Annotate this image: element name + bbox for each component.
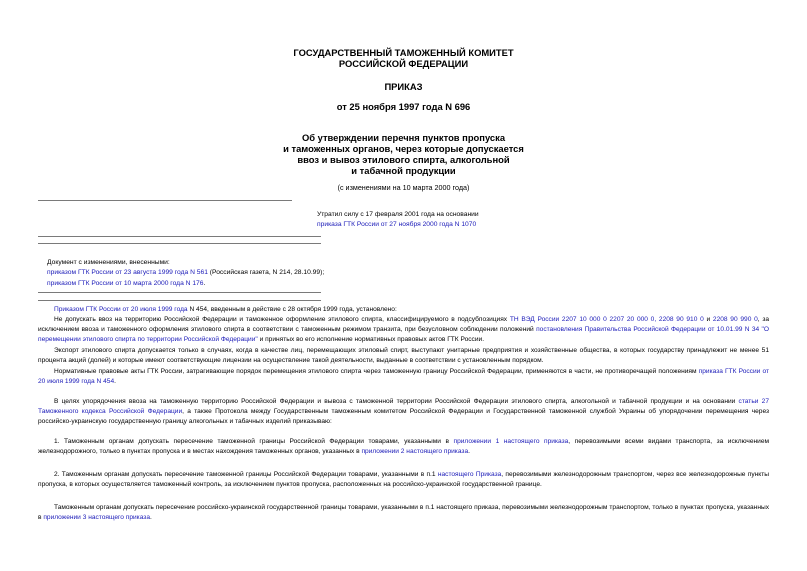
org-name-line2: РОССИЙСКОЙ ФЕДЕРАЦИИ xyxy=(338,58,469,69)
customs-code-link[interactable]: статьи 27 Таможенного кодекса Российской Федерации xyxy=(38,398,769,415)
changes-heading: Документ с изменениями, внесенными: xyxy=(47,259,170,266)
doc-title-line2: и таможенных органов, через которые допускается xyxy=(283,143,524,154)
amendment-note: (с изменениями на 10 марта 2000 года) xyxy=(337,183,470,192)
lost-force-text: Утратил силу с 17 февраля 2001 года на основании xyxy=(317,211,479,218)
org-name-line1: ГОСУДАРСТВЕННЫЙ ТАМОЖЕННЫЙ КОМИТЕТ xyxy=(293,47,514,58)
separator-rule xyxy=(38,236,321,237)
resolution-link[interactable]: постановления Правительства Российской Федерации от 10.01.99 N 34 "О перемещении этилового спирта по территории Российской Федерации" xyxy=(38,326,769,343)
changes-item-link[interactable]: приказом ГТК России от 10 марта 2000 года N 176 xyxy=(47,280,204,287)
appendix-link[interactable]: приложении 1 настоящего приказа xyxy=(453,438,569,445)
lost-force-link[interactable]: приказа ГТК России от 27 ноября 2000 года N 1070 xyxy=(317,221,477,228)
body-paragraph: Не допускать ввоз на территорию Российской Федерации и таможенное оформление этилового спирта, классифицируемого в подсубпозициях ТН ВЭД России 2207 10 000 0 2207 20 000 0, 2208 90 910 0 и 2208 90 990 0, за исключением ввоза и таможенного оформления этилового спирта в соответствии с таможенным режимом транзита, при безусловном соблюдении положений постановления Правительства Российской Федерации от 10.01.99 N 34 "О перемещении этилового спирта по территории Российской Федерации" и принятых во его исполнение нормативных правовых актов ГТК России. xyxy=(38,316,770,343)
body-paragraph: В целях упорядочения ввоза на таможенную территорию Российской Федерации и вывоза с таможенной территории Российской Федерации этилового спирта, алкогольной и табачной продукции и на основании статьи 27 Таможенного кодекса Российской Федерации, а также Протокола между Государственным таможенным комитетом Российской Федерации и Государственной таможенной службой Украины об упорядочении перемещения через российско-украинскую государственную границу алкогольных и табачных изделий приказываю: xyxy=(38,398,770,425)
body-paragraph: Нормативные правовые акты ГТК России, затрагивающие порядок перемещения этилового спирта через таможенную границу Российской Федерации, применяются в части, не противоречащей положениям приказа ГТК России от 20 июля 1999 года N 454. xyxy=(38,368,770,385)
doc-type: ПРИКАЗ xyxy=(384,81,423,92)
appendix-link[interactable]: приложении 3 настоящего приказа xyxy=(43,514,150,521)
separator-rule xyxy=(38,200,292,201)
doc-title-line1: Об утверждении перечня пунктов пропуска xyxy=(301,132,506,143)
changes-item: приказом ГТК России от 10 марта 2000 года N 176. xyxy=(47,280,206,287)
body-paragraph: 1. Таможенным органам допускать пересечение таможенной границы Российской Федерации товарами, указанными в приложении 1 настоящего приказа, перевозимыми всеми видами транспорта, за исключением железнодорожного, только в пунктах пропуска и в местах нахождения таможенных органов, указанных в приложении 2 настоящего приказа. xyxy=(38,438,770,455)
tnved-link[interactable]: ТН ВЭД России 2207 10 000 0 2207 20 000 0, 2208 90 910 0 xyxy=(509,316,704,323)
separator-rule xyxy=(38,292,321,293)
body-paragraph: 2. Таможенным органам допускать пересечение таможенной границы Российской Федерации товарами, указанными в п.1 настоящего Приказа, перевозимыми железнодорожным транспортом, через все железнодорожные пункты пропуска, в которых осуществляется таможенный контроль, за исключением пунктов пропуска, расположенных на российско-украинской государственной границе. xyxy=(38,471,769,488)
order-link[interactable]: настоящего Приказа xyxy=(437,471,502,478)
doc-title-line3: ввоз и вывоз этилового спирта, алкогольной xyxy=(297,154,510,165)
doc-date: от 25 ноября 1997 года N 696 xyxy=(336,101,471,112)
doc-title-line4: и табачной продукции xyxy=(351,165,456,176)
separator-rule xyxy=(38,243,321,244)
changes-item-link[interactable]: приказом ГТК России от 23 августа 1999 года N 561 xyxy=(47,269,208,276)
separator-rule xyxy=(38,300,321,301)
body-paragraph: Экспорт этилового спирта допускается только в случаях, когда в качестве лиц, перемещающих этиловый спирт, выступают унитарные предприятия и хозяйственные общества, в которых государству принадлежит не менее 51 процента акций (долей) и которые имеют соответствующие лицензии на осуществление такой деятельности, выданные в соответствии с установленным порядком. xyxy=(38,347,769,364)
appendix-link[interactable]: приложении 2 настоящего приказа xyxy=(361,448,469,455)
changes-item: приказом ГТК России от 23 августа 1999 года N 561 (Российская газета, N 214, 28.10.99); xyxy=(47,269,325,276)
body-paragraph: Приказом ГТК России от 20 июля 1999 года N 454, введенным в действие с 28 октября 1999 года, установлено: xyxy=(54,306,397,313)
order-link[interactable]: Приказом ГТК России от 20 июля 1999 года xyxy=(54,306,188,313)
body-paragraph: Таможенным органам допускать пересечение российско-украинской государственной границы товарами, указанными в п.1 настоящего приказа, перевозимыми железнодорожным транспортом, только в пунктах пропуска, указанных в приложении 3 настоящего приказа. xyxy=(38,504,769,521)
order-link[interactable]: приказа ГТК России от 20 июля 1999 года N 454 xyxy=(38,368,770,385)
tnved-link[interactable]: 2208 90 990 0 xyxy=(712,316,758,323)
